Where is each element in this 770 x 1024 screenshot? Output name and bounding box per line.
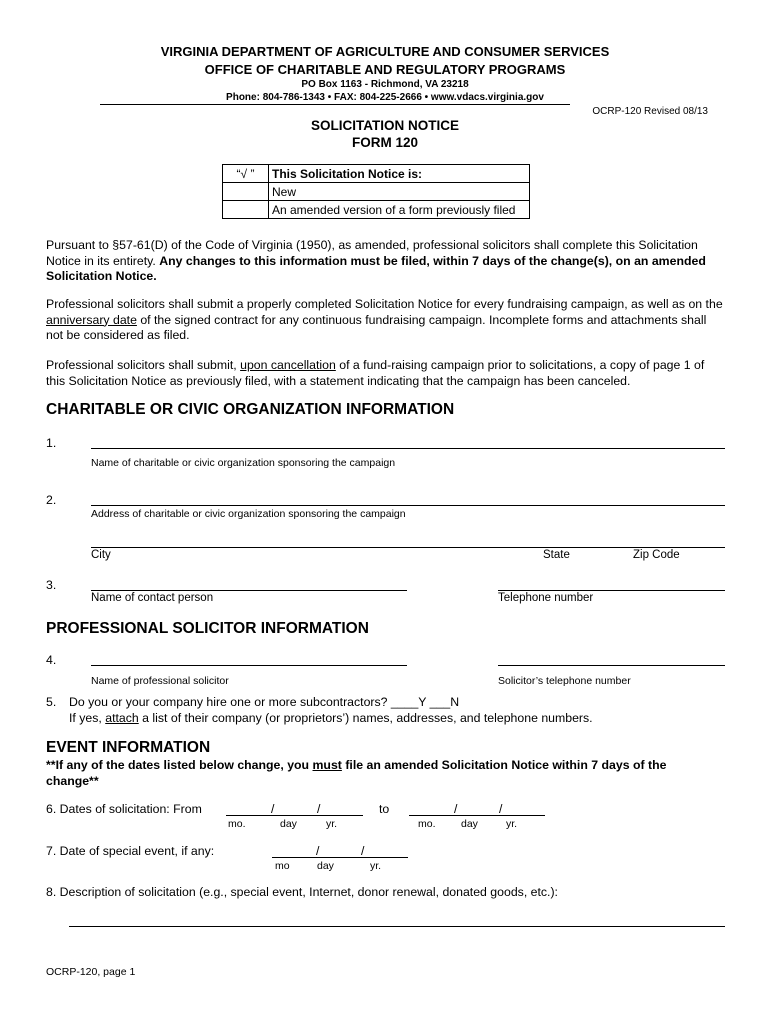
contact-phone-field[interactable] xyxy=(498,590,725,591)
mailing-address: PO Box 1163 - Richmond, VA 23218 xyxy=(301,79,469,90)
org-name-label: Name of charitable or civic organization sponsoring the campaign xyxy=(91,457,396,469)
org-city-state-zip-field[interactable] xyxy=(91,547,725,548)
to-mo-label: mo. xyxy=(418,818,436,830)
option-amended-row xyxy=(223,201,530,219)
must-text: must xyxy=(312,758,342,772)
solicitor-name-label: Name of professional solicitor xyxy=(91,675,229,687)
event-change-notice xyxy=(46,758,706,789)
zip-label: Zip Code xyxy=(633,549,680,561)
intro-paragraph-2 xyxy=(46,297,726,344)
to-slash-1: / xyxy=(454,802,458,816)
anniversary-date-text: anniversary date xyxy=(46,312,137,327)
solicitation-description-label: 8. Description of solicitation (e.g., special event, Internet, donor renewal, donated goods, etc.): xyxy=(46,885,558,899)
from-slash-1: / xyxy=(271,802,275,816)
to-yr-label: yr. xyxy=(506,818,518,830)
item-4-number: 4. xyxy=(46,653,57,667)
subcontractor-instruction xyxy=(69,711,593,725)
intro-paragraph-1 xyxy=(46,238,726,285)
special-event-date-field[interactable] xyxy=(272,857,408,858)
org-address-field[interactable] xyxy=(91,505,725,506)
city-label: City xyxy=(91,549,111,561)
item-5-number: 5. xyxy=(46,695,57,709)
department-title: VIRGINIA DEPARTMENT OF AGRICULTURE AND CONSUMER SERVICES xyxy=(160,44,610,59)
solicitation-description-field[interactable] xyxy=(69,926,725,927)
event-yr-label: yr. xyxy=(370,860,382,872)
intro-p3-a: Professional solicitors shall submit, xyxy=(46,358,237,372)
intro-p3-b: of a fund-raising campaign prior to solicitations, a copy of page 1 of this Solicitation Notice as previously filed, with a statement indicating that the campaign has been canceled. xyxy=(46,358,705,388)
intro-p2-b: of the signed contract for any continuous fundraising campaign. Incomplete forms and attachments shall not be considered as filed. xyxy=(46,312,707,342)
to-date-field[interactable] xyxy=(409,815,545,816)
to-slash-2: / xyxy=(499,802,503,816)
solicitor-phone-field[interactable] xyxy=(498,665,725,666)
contact-person-field[interactable] xyxy=(91,590,407,591)
event-section-heading: EVENT INFORMATION xyxy=(46,739,211,756)
contact-phone-label: Telephone number xyxy=(498,592,594,604)
intro-paragraph-3 xyxy=(46,358,726,389)
amended-checkbox[interactable] xyxy=(223,201,269,219)
state-label: State xyxy=(543,549,570,561)
charitable-section-heading: CHARITABLE OR CIVIC ORGANIZATION INFORMATION xyxy=(46,401,455,418)
page-footer: OCRP-120, page 1 xyxy=(46,966,136,978)
event-mo-label: mo xyxy=(275,860,290,872)
upon-cancellation-text: upon cancellation xyxy=(240,358,336,372)
check-column-header: “√ ” xyxy=(223,165,269,183)
org-address-label: Address of charitable or civic organization sponsoring the campaign xyxy=(91,508,406,520)
item-1-number: 1. xyxy=(46,436,57,450)
to-label: to xyxy=(379,802,390,816)
from-day-label: day xyxy=(280,818,297,830)
attach-text: attach xyxy=(105,711,139,725)
contact-person-label: Name of contact person xyxy=(91,592,214,604)
notice-type-caption: This Solicitation Notice is: xyxy=(269,165,530,183)
new-checkbox[interactable] xyxy=(223,183,269,201)
form-number: FORM 120 xyxy=(351,135,419,150)
to-day-label: day xyxy=(461,818,478,830)
intro-p1-bold: Any changes to this information must be filed, within 7 days of the change(s), on an amended Solicitation Notice. xyxy=(46,253,706,283)
from-slash-2: / xyxy=(317,802,321,816)
item-3-number: 3. xyxy=(46,578,57,592)
option-amended-label: An amended version of a form previously filed xyxy=(269,201,530,219)
special-event-date-label: 7. Date of special event, if any: xyxy=(46,844,215,858)
event-slash-2: / xyxy=(361,844,365,858)
item-2-number: 2. xyxy=(46,493,57,507)
option-new-row xyxy=(223,183,530,201)
solicitor-phone-label: Solicitor’s telephone number xyxy=(498,675,631,687)
intro-p1-text: Pursuant to §57-61(D) of the Code of Virginia (1950), as amended, professional solicitors shall complete this Solicitation Notice in its entirety. xyxy=(46,238,698,268)
event-slash-1: / xyxy=(316,844,320,858)
solicitor-section-heading: PROFESSIONAL SOLICITOR INFORMATION xyxy=(46,620,369,637)
event-day-label: day xyxy=(317,860,334,872)
form-title: SOLICITATION NOTICE xyxy=(311,118,459,133)
notice-pre: **If any of the dates listed below change, you xyxy=(46,758,310,772)
office-title: OFFICE OF CHARITABLE AND REGULATORY PROGRAMS xyxy=(204,62,566,77)
notice-post: file an amended Solicitation Notice within 7 days of the change** xyxy=(46,758,667,788)
solicitation-dates-label: 6. Dates of solicitation: From xyxy=(46,802,202,816)
contact-info: Phone: 804-786-1343 • FAX: 804-225-2666 • www.vdacs.virginia.gov xyxy=(226,92,544,103)
org-name-field[interactable] xyxy=(91,448,725,449)
header-divider xyxy=(100,104,570,105)
from-mo-label: mo. xyxy=(228,818,246,830)
subcontractor-question: Do you or your company hire one or more subcontractors? ____Y ___N xyxy=(69,695,460,709)
q5-pre: If yes, xyxy=(69,711,102,725)
notice-type-table xyxy=(222,164,530,219)
from-yr-label: yr. xyxy=(326,818,338,830)
q5-post: a list of their company (or proprietors’) names, addresses, and telephone numbers. xyxy=(142,711,593,725)
option-new-label: New xyxy=(269,183,530,201)
form-revision: OCRP-120 Revised 08/13 xyxy=(592,106,708,117)
from-date-field[interactable] xyxy=(226,815,363,816)
intro-p2-a: Professional solicitors shall submit a properly completed Solicitation Notice for every fundraising campaign, as well as on the xyxy=(46,297,723,311)
solicitor-name-field[interactable] xyxy=(91,665,407,666)
